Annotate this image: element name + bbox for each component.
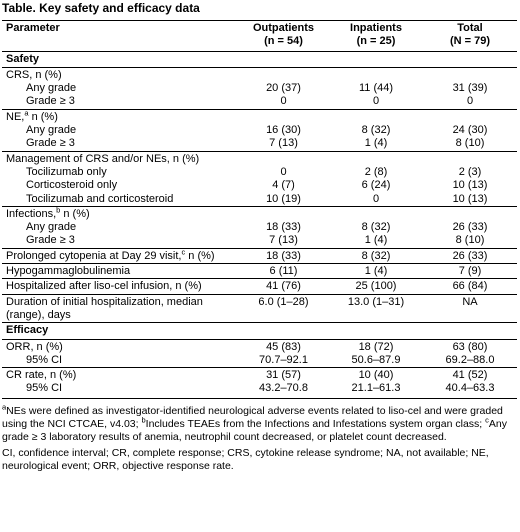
table-row <box>2 279 517 294</box>
cell-outpatients: 43.2–70.8 <box>238 382 329 398</box>
cell-inpatients: 25 (100) <box>329 279 423 294</box>
row-label: Any grade <box>26 82 77 95</box>
cell-inpatients: 0 <box>372 192 380 205</box>
table-row <box>2 179 517 192</box>
cell-inpatients: 10 (40) <box>329 368 423 383</box>
cell-total: NA <box>423 294 517 323</box>
cell-outpatients: 20 (37) <box>266 82 301 95</box>
header-total <box>423 21 517 52</box>
row-label: Corticosteroid only <box>26 179 118 192</box>
footnote-c-text: Any grade ≥ 3 laboratory results of anemia, neutrophil count decreased, or platelet count decreased. <box>2 418 507 443</box>
table-row <box>2 193 517 207</box>
cell-total: 26 (33) <box>423 248 517 263</box>
table-row <box>2 382 517 398</box>
cell-outpatients: 18 (33) <box>266 221 301 234</box>
table-row <box>2 137 517 151</box>
cell-outpatients: 0 <box>280 165 287 178</box>
cell-inpatients: 2 (8) <box>364 165 388 178</box>
cell-outpatients: 41 (76) <box>238 279 329 294</box>
row-label: Grade ≥ 3 <box>26 234 75 247</box>
table-row <box>2 124 517 137</box>
cell-outpatients: 70.7–92.1 <box>259 353 308 366</box>
section-efficacy-label: Efficacy <box>2 323 517 339</box>
table-row <box>2 109 517 124</box>
cell-outpatients: 45 (83) <box>238 339 329 354</box>
header-row <box>2 21 517 52</box>
table-title: Table. Key safety and efficacy data <box>2 1 200 15</box>
cell-outpatients: 6 (11) <box>238 264 329 279</box>
table-row <box>2 82 517 95</box>
table-row <box>2 354 517 368</box>
table-row <box>2 95 517 109</box>
row-label: CR rate, n (%) <box>2 368 238 383</box>
row-label: CRS, n (%) <box>2 67 238 82</box>
cell-inpatients: 11 (44) <box>358 82 394 95</box>
cell-total: 8 (10) <box>455 234 485 247</box>
cell-outpatients: 16 (30) <box>266 124 301 137</box>
row-label: Management of CRS and/or NEs, n (%) <box>2 151 517 166</box>
table-row <box>2 206 517 221</box>
footnote-mark: a <box>24 108 29 118</box>
section-efficacy <box>2 323 517 339</box>
row-label: ORR, n (%) <box>2 339 238 354</box>
cell-total: 69.2–88.0 <box>445 353 495 366</box>
table-row <box>2 221 517 234</box>
cell-total: 26 (33) <box>452 221 488 234</box>
cell-inpatients: 18 (72) <box>329 339 423 354</box>
cell-inpatients: 1 (4) <box>364 234 388 247</box>
cell-total: 40.4–63.3 <box>423 382 517 398</box>
cell-total: 7 (9) <box>423 264 517 279</box>
table-row <box>2 339 517 354</box>
cell-total: 24 (30) <box>452 124 488 137</box>
row-label-text: n (%) <box>185 249 215 262</box>
table-row <box>2 294 517 323</box>
footnotes <box>2 402 514 476</box>
cell-inpatients: 1 (4) <box>364 137 388 150</box>
table-row <box>2 234 517 248</box>
safety-efficacy-table <box>2 20 517 399</box>
header-inpatients-n: (n = 25) <box>356 35 396 48</box>
cell-total: 31 (39) <box>452 82 488 95</box>
cell-outpatients: 4 (7) <box>272 179 295 192</box>
row-label: Hypogammaglobulinemia <box>2 264 238 279</box>
footnote-mark: b <box>56 205 61 215</box>
cell-total: 41 (52) <box>423 368 517 383</box>
row-label-text: n (%) <box>60 207 90 220</box>
table-row <box>2 166 517 179</box>
row-label-text: NE, <box>6 110 25 123</box>
footnote-mark: a <box>2 402 7 412</box>
cell-outpatients: 10 (19) <box>266 192 301 205</box>
cell-total: 66 (84) <box>423 279 517 294</box>
cell-inpatients: 50.6–87.9 <box>351 353 401 366</box>
row-label: Duration of initial hospitalization, median (range), days <box>2 294 238 323</box>
cell-outpatients: 7 (13) <box>269 234 298 247</box>
header-parameter: Parameter <box>2 21 238 52</box>
cell-outpatients: 31 (57) <box>238 368 329 383</box>
footnote-mark: b <box>141 415 146 425</box>
row-label <box>2 248 238 263</box>
cell-outpatients: 6.0 (1–28) <box>238 294 329 323</box>
header-inpatients <box>329 21 423 52</box>
footnote-b-text: Includes TEAEs from the Infections and Infestations system organ class; <box>145 418 486 430</box>
cell-outpatients: 18 (33) <box>238 248 329 263</box>
cell-inpatients: 8 (32) <box>329 248 423 263</box>
row-label: 95% CI <box>2 382 238 398</box>
footnote-definitions <box>2 402 514 444</box>
footnote-mark: c <box>181 247 186 257</box>
cell-inpatients: 0 <box>372 95 380 108</box>
cell-inpatients: 6 (24) <box>361 179 391 192</box>
cell-total: 10 (13) <box>452 179 488 192</box>
header-outpatients-n: (n = 54) <box>264 35 303 48</box>
header-outpatients <box>238 21 329 52</box>
cell-total: 10 (13) <box>452 192 488 205</box>
table-row <box>2 67 517 82</box>
row-label: Tocilizumab and corticosteroid <box>26 192 174 205</box>
cell-inpatients: 13.0 (1–31) <box>329 294 423 323</box>
table-row <box>2 368 517 383</box>
row-label: Any grade <box>26 221 77 234</box>
row-label: Grade ≥ 3 <box>26 137 75 150</box>
footnote-a-text: NEs were defined as investigator-identified neurological adverse events related to liso-cel and were graded using the NCI CTCAE, v4.03; <box>2 405 503 430</box>
header-outpatients-label: Outpatients <box>252 22 315 34</box>
row-label-text: n (%) <box>28 110 58 123</box>
footnote-mark: c <box>485 415 489 425</box>
cell-outpatients: 7 (13) <box>269 137 298 150</box>
row-label: 95% CI <box>26 353 63 366</box>
cell-inpatients: 8 (32) <box>361 124 391 137</box>
table-row <box>2 264 517 279</box>
row-label-text: Prolonged cytopenia at Day 29 visit, <box>6 249 182 262</box>
section-safety-label: Safety <box>2 51 517 67</box>
footnote-abbreviations: CI, confidence interval; CR, complete response; CRS, cytokine release syndrome; NA, not available; NE, neurological event; ORR, objective response rate. <box>2 447 489 472</box>
cell-inpatients: 21.1–61.3 <box>329 382 423 398</box>
row-label <box>2 206 238 221</box>
row-label: Any grade <box>26 124 77 137</box>
cell-total: 0 <box>466 95 474 108</box>
section-safety <box>2 51 517 67</box>
cell-total: 2 (3) <box>458 165 482 178</box>
cell-inpatients: 1 (4) <box>329 264 423 279</box>
cell-total: 8 (10) <box>455 137 485 150</box>
row-label <box>2 109 238 124</box>
table-row <box>2 248 517 263</box>
table-row <box>2 151 517 166</box>
row-label: Grade ≥ 3 <box>26 95 75 108</box>
cell-total: 63 (80) <box>423 339 517 354</box>
header-total-n: (N = 79) <box>449 35 491 48</box>
row-label-text: Infections, <box>6 207 57 220</box>
row-label: Tocilizumab only <box>26 165 107 178</box>
cell-inpatients: 8 (32) <box>361 221 391 234</box>
cell-outpatients: 0 <box>280 95 287 108</box>
header-total-label: Total <box>457 22 483 34</box>
header-inpatients-label: Inpatients <box>350 22 402 34</box>
row-label: Hospitalized after liso-cel infusion, n (%) <box>2 279 238 294</box>
